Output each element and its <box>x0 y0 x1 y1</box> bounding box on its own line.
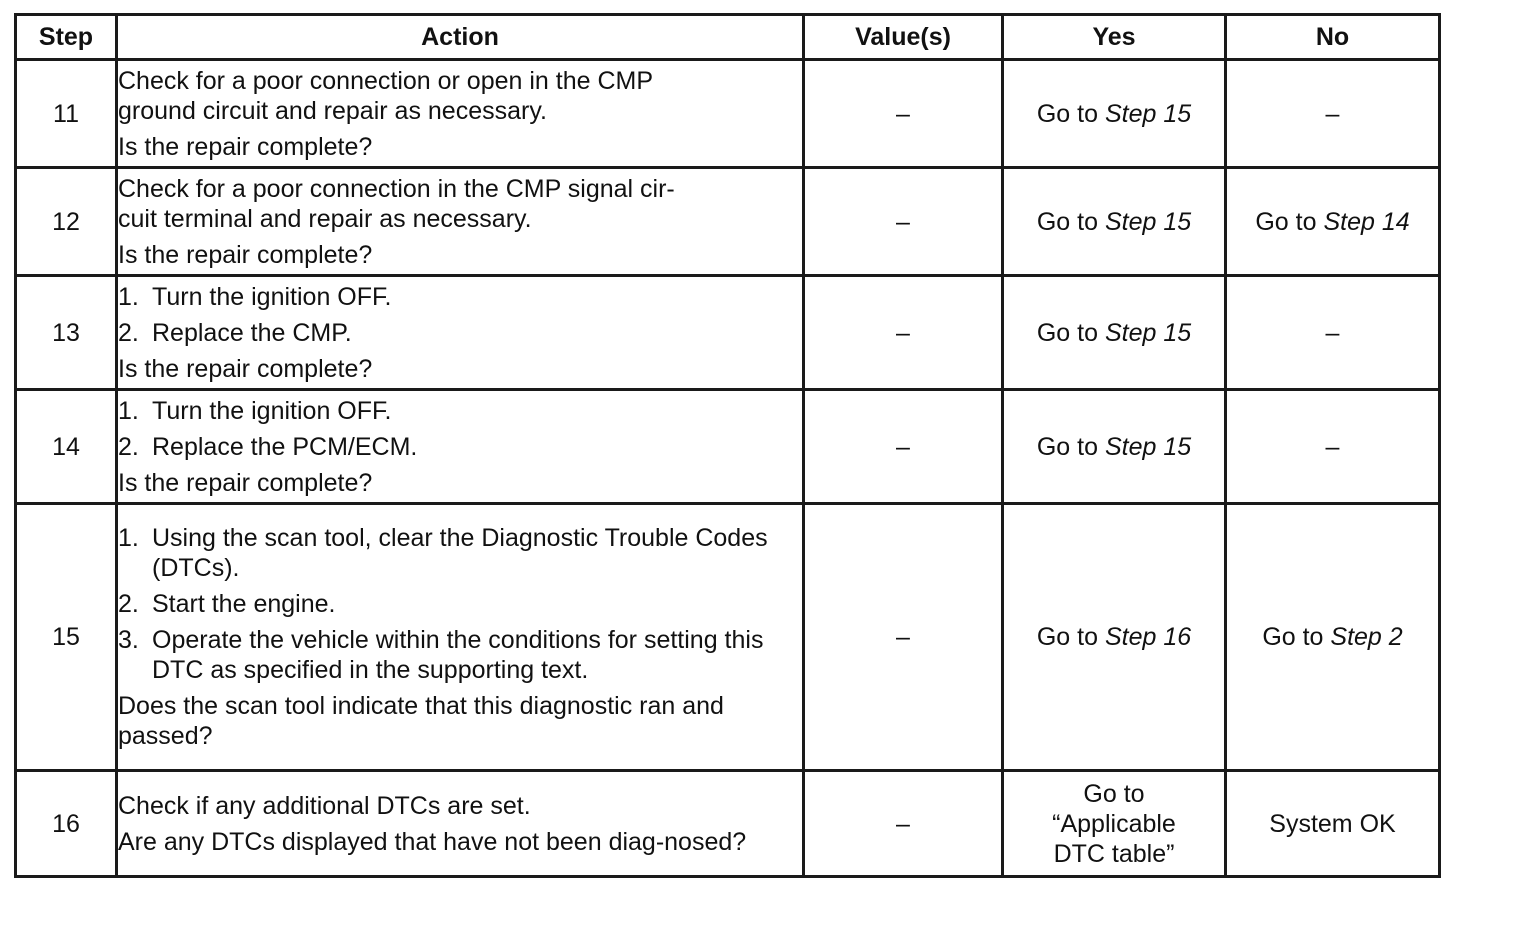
list-number: 3. <box>118 626 139 654</box>
list-number: 2. <box>118 590 139 618</box>
list-number: 1. <box>118 524 139 552</box>
list-text: Replace the PCM/ECM. <box>152 432 418 461</box>
action-cell <box>117 504 804 771</box>
header-no: No <box>1226 15 1440 60</box>
list-number: 2. <box>118 432 139 461</box>
step-number: 12 <box>16 168 117 276</box>
yes-step-link: Step 15 <box>1104 99 1192 128</box>
no-step-link: Step 14 <box>1323 207 1410 236</box>
step-number: 16 <box>16 771 117 877</box>
header-action: Action <box>117 15 804 60</box>
yes-step-link: Step 15 <box>1104 432 1192 461</box>
yes-text: “Applicable <box>1052 809 1176 838</box>
yes-prefix: Go to <box>1036 623 1105 651</box>
no-cell: System OK <box>1226 771 1440 877</box>
table-row <box>16 168 1440 276</box>
action-list-item <box>118 523 802 583</box>
action-question: Is the repair complete? <box>118 132 373 161</box>
action-cell <box>117 60 804 168</box>
list-text: Operate the vehicle within the conditions for setting this DTC as specified in the supporting text. <box>152 626 764 684</box>
no-cell: – <box>1226 276 1440 390</box>
yes-cell <box>1003 390 1226 504</box>
value-cell: – <box>804 60 1003 168</box>
step-number: 13 <box>16 276 117 390</box>
list-number: 1. <box>118 396 139 425</box>
no-cell: – <box>1226 60 1440 168</box>
action-question: Is the repair complete? <box>118 468 373 497</box>
header-yes: Yes <box>1003 15 1226 60</box>
yes-cell <box>1003 60 1226 168</box>
value-cell: – <box>804 168 1003 276</box>
table-row <box>16 60 1440 168</box>
yes-prefix: Go to <box>1036 99 1105 128</box>
action-list-item <box>118 589 802 619</box>
table-row <box>16 276 1440 390</box>
action-text: Check if any additional DTCs are set. <box>118 791 531 820</box>
list-number: 1. <box>118 282 139 311</box>
action-text: Check for a poor connection or open in the CMP <box>118 66 654 95</box>
yes-cell <box>1003 771 1226 877</box>
value-cell: – <box>804 771 1003 877</box>
action-cell <box>117 276 804 390</box>
action-question: Is the repair complete? <box>118 240 373 269</box>
list-text: Using the scan tool, clear the Diagnostic Trouble Codes (DTCs). <box>152 524 768 582</box>
step-number: 14 <box>16 390 117 504</box>
list-text: Turn the ignition OFF. <box>152 396 392 425</box>
yes-prefix: Go to <box>1036 318 1105 347</box>
no-cell: – <box>1226 390 1440 504</box>
action-list-item <box>118 282 802 312</box>
list-number: 2. <box>118 318 139 347</box>
no-prefix: Go to <box>1262 623 1331 651</box>
table-row <box>16 771 1440 877</box>
yes-cell <box>1003 168 1226 276</box>
yes-prefix: Go to <box>1036 207 1105 236</box>
table-row <box>16 390 1440 504</box>
diagnostic-table <box>14 13 1441 878</box>
action-list-item <box>118 432 802 462</box>
action-list-item <box>118 625 802 685</box>
action-question: Is the repair complete? <box>118 354 373 383</box>
header-step: Step <box>16 15 117 60</box>
action-cell <box>117 390 804 504</box>
action-text: cuit terminal and repair as necessary. <box>118 204 532 233</box>
action-cell <box>117 168 804 276</box>
no-cell <box>1226 504 1440 771</box>
list-text: Start the engine. <box>152 590 336 618</box>
value-cell: – <box>804 276 1003 390</box>
list-text: Replace the CMP. <box>152 318 352 347</box>
yes-text: DTC table” <box>1053 839 1175 868</box>
table-row <box>16 504 1440 771</box>
header-values: Value(s) <box>804 15 1003 60</box>
yes-step-link: Step 15 <box>1104 207 1192 236</box>
header-row <box>16 15 1440 60</box>
no-prefix: Go to <box>1255 207 1324 236</box>
action-question: Does the scan tool indicate that this diagnostic ran and passed? <box>118 692 724 750</box>
yes-step-link: Step 16 <box>1104 623 1192 651</box>
action-cell <box>117 771 804 877</box>
value-cell: – <box>804 390 1003 504</box>
action-list-item <box>118 396 802 426</box>
list-text: Turn the ignition OFF. <box>152 282 392 311</box>
yes-cell <box>1003 504 1226 771</box>
step-number: 11 <box>16 60 117 168</box>
step-number: 15 <box>16 504 117 771</box>
yes-prefix: Go to <box>1036 432 1105 461</box>
no-cell <box>1226 168 1440 276</box>
no-step-link: Step 2 <box>1330 623 1403 651</box>
value-cell: – <box>804 504 1003 771</box>
action-list-item <box>118 318 802 348</box>
action-text: Check for a poor connection in the CMP signal cir- <box>118 174 675 203</box>
yes-text: Go to <box>1083 779 1145 808</box>
yes-cell <box>1003 276 1226 390</box>
action-text: ground circuit and repair as necessary. <box>118 96 547 125</box>
yes-step-link: Step 15 <box>1104 318 1192 347</box>
action-question: Are any DTCs displayed that have not been diag-nosed? <box>118 827 747 856</box>
